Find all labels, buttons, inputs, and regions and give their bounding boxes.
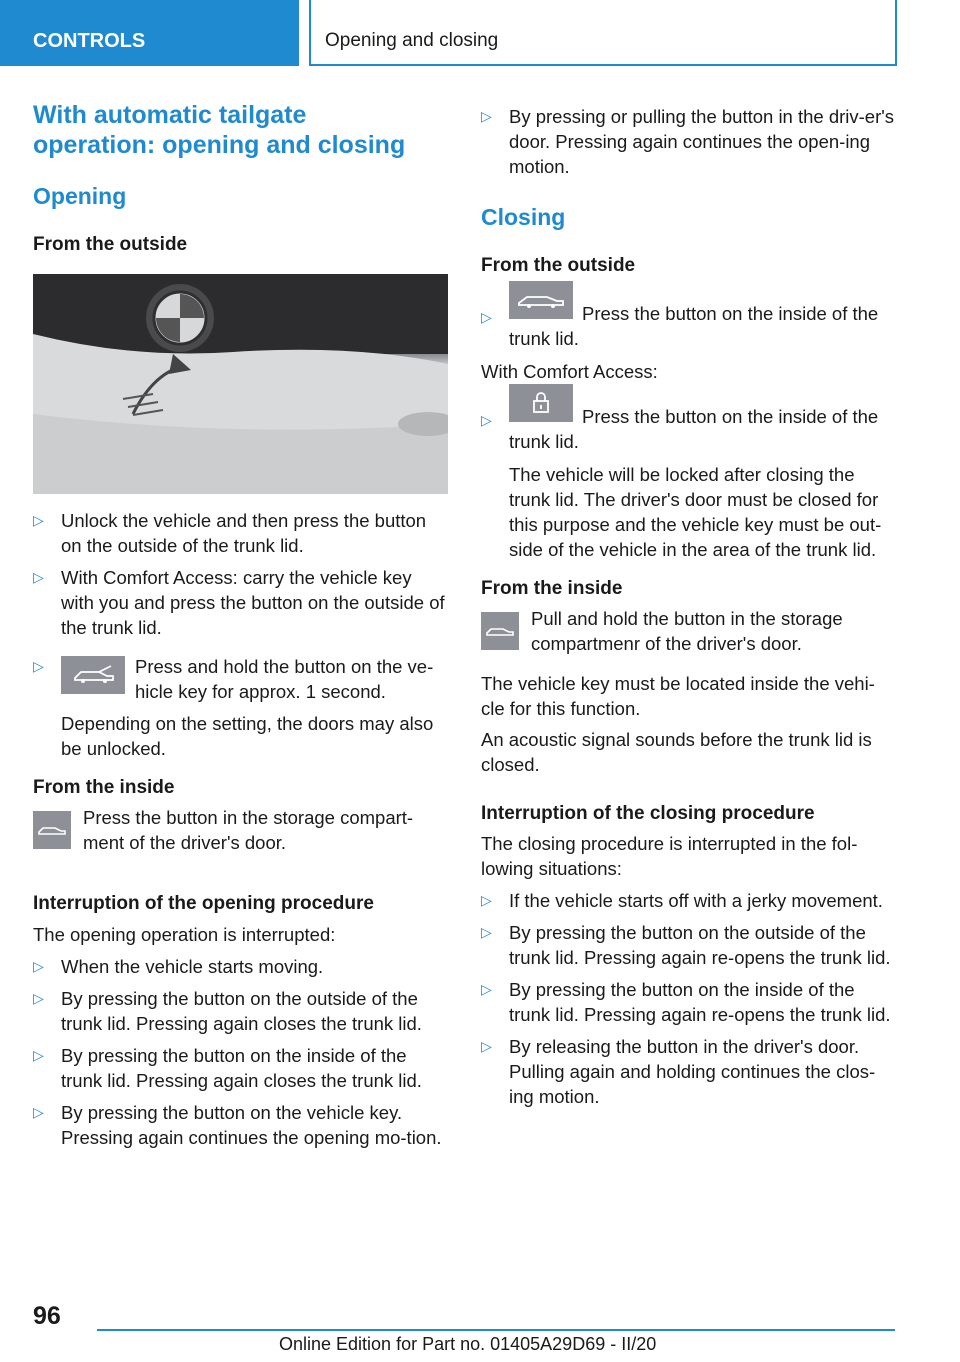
page-number: 96 [33,1302,61,1330]
list-item [33,654,448,761]
interrupt-opening-heading: Interruption of the opening procedure [33,893,374,914]
from-outside-heading: From the outside [33,234,188,255]
bullet-text: Press and hold the button on the ve-hicle key for approx. 1 second. [135,656,434,702]
list-item [33,565,448,640]
bullet-icon: ▷ [33,569,44,585]
list-item: ▷ By pressing or pulling the button in the driv-er's door. Pressing again continues the open-ing motion. [481,106,895,177]
trunk-close-button-icon [509,281,573,319]
bullet-icon: ▷ [33,990,44,1006]
interrupt-opening-intro: The opening operation is interrupted: [33,924,336,945]
page-heading: With automatic tailgate operation: opening and closing [33,101,406,159]
interrupt-closing-heading: Interruption of the closing procedure [481,803,815,824]
list-item: ▷ Press the button on the inside of the trunk lid. The vehicle will be locked after closing the trunk lid. The driver's door must be closed for this purpose and the vehicle key must be out-side of the vehicle in the area of the trunk lid. [481,394,896,562]
bullet-icon: ▷ [481,1038,492,1054]
bullet-icon: ▷ [33,1047,44,1063]
bullet-icon: ▷ [33,512,44,528]
bullet-icon: ▷ [481,981,492,997]
bullet-icon: ▷ [481,892,492,908]
from-inside-heading-right: From the inside [481,578,623,599]
trunk-button-icon [61,656,125,694]
chapter-title: Opening and closing [325,30,499,51]
comfort-access-label: With Comfort Access: [481,361,658,382]
depending-note: Depending on the setting, the doors may also be unlocked. [61,713,434,759]
list-item: ▷ By pressing the button on the vehicle key. Pressing again continues the opening mo-tion. [33,1102,442,1148]
left-column [33,100,448,1150]
closing-heading: Closing [481,204,566,230]
list-item: ▷ By pressing the button on the outside of the trunk lid. Pressing again re-opens the trunk lid. [481,922,891,968]
key-location-note: The vehicle key must be located inside the vehi-cle for this function. [481,673,875,719]
list-item: ▷ Press the button on the inside of the trunk lid. [481,291,896,351]
section-label: CONTROLS [33,30,146,52]
right-column [481,104,896,1109]
door-pull-button-icon [481,612,519,650]
list-item: ▷ By pressing the button on the inside of the trunk lid. Pressing again closes the trunk lid. [33,1045,422,1091]
from-outside-heading-right: From the outside [481,255,636,276]
edition-text: Online Edition for Part no. 01405A29D69 - II/20 [279,1334,657,1354]
tailgate-photo [33,274,448,494]
list-item: ▷ By pressing the button on the outside of the trunk lid. Pressing again closes the trunk lid. [33,988,422,1034]
bullet-icon: ▷ [33,1104,44,1120]
from-inside-heading: From the inside [33,777,175,798]
bullet-icon: ▷ [481,924,492,940]
door-button-icon [33,811,71,849]
tailgate-illustration [33,274,448,494]
opening-heading: Opening [33,183,127,209]
acoustic-note: An acoustic signal sounds before the trunk lid is closed. [481,729,872,775]
interrupt-closing-intro: The closing procedure is interrupted in the fol-lowing situations: [481,833,858,879]
list-item: ▷ By pressing the button on the inside of the trunk lid. Pressing again re-opens the trunk lid. [481,979,891,1025]
bullet-icon: ▷ [481,412,492,428]
bullet-icon: ▷ [33,958,44,974]
inside-text: Press the button in the storage compart-ment of the driver's door. [83,807,414,853]
lock-button-icon [509,384,573,422]
list-item: ▷ By releasing the button in the driver's door. Pulling again and holding continues the clos-ing motion. [481,1036,876,1107]
locked-note: The vehicle will be locked after closing the trunk lid. The driver's door must be closed for this purpose and the vehicle key must be out-side of the vehicle in the area of the trunk lid. [509,464,882,560]
bullet-icon: ▷ [481,108,492,124]
section-tab [0,0,299,66]
inside-text-right: Pull and hold the button in the storage compartmenr of the driver's door. [531,608,843,654]
chapter-tab [311,0,897,66]
bullet-text: Unlock the vehicle and then press the button on the outside of the trunk lid. [61,510,427,556]
footer-rule [97,1329,895,1331]
bullet-icon: ▷ [481,309,492,325]
list-item [33,508,448,558]
list-item: ▷ If the vehicle starts off with a jerky movement. [481,890,883,911]
list-item: ▷ When the vehicle starts moving. [33,956,324,977]
bullet-text: With Comfort Access: carry the vehicle key with you and press the button on the outside of the trunk lid. [61,567,445,638]
bullet-icon: ▷ [33,658,44,674]
